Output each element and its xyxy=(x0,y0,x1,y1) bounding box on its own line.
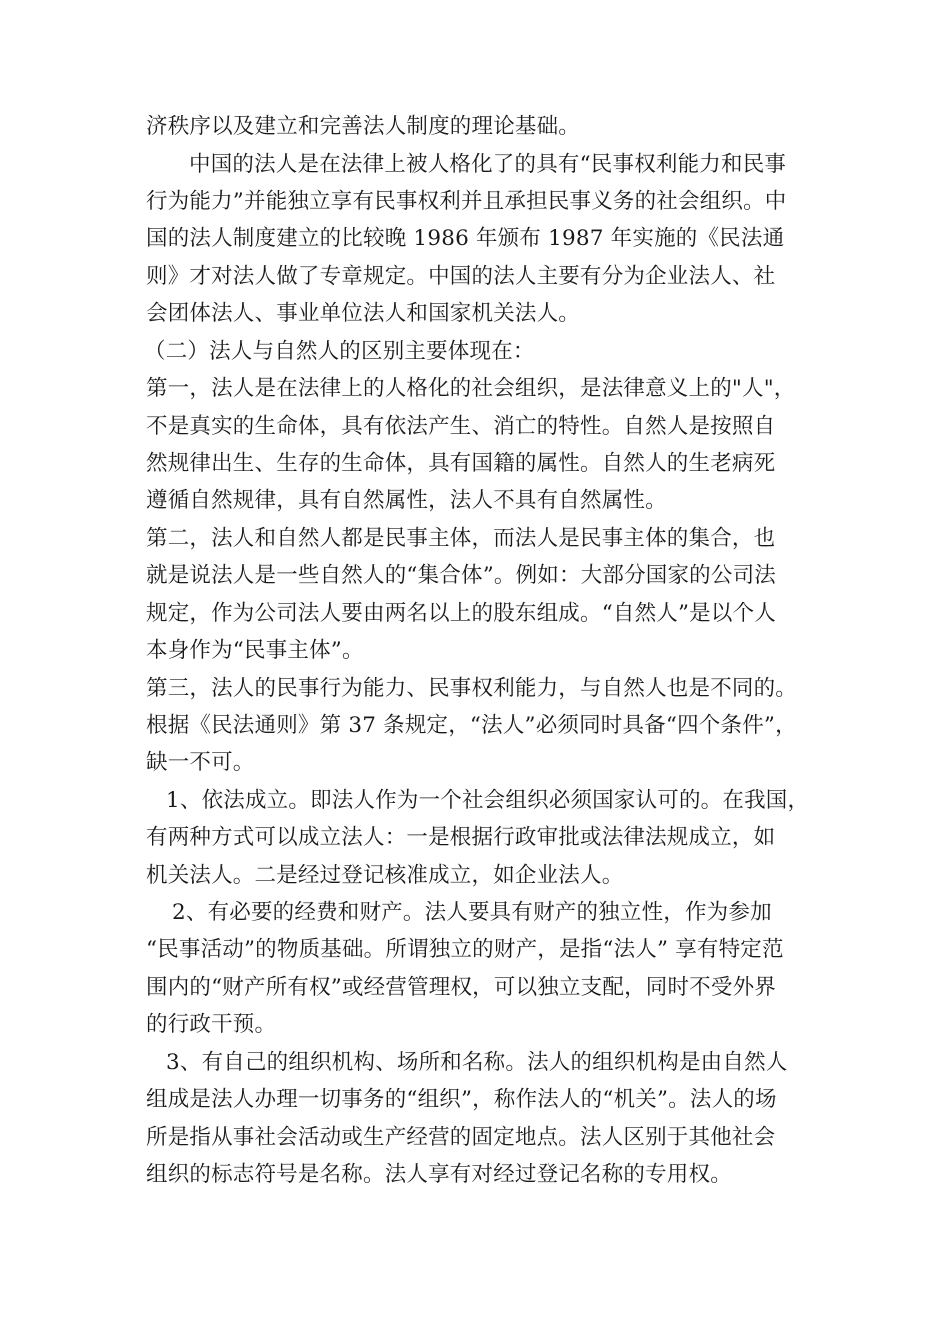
text-line: 所是指从事社会活动或生产经营的固定地点。法人区别于其他社会 xyxy=(146,1125,776,1150)
text-line: 本身作为“民事主体”。 xyxy=(146,638,364,663)
text-line: 然规律出生、生存的生命体，具有国籍的属性。自然人的生老病死 xyxy=(146,451,776,476)
section-heading: （二）法人与自然人的区别主要体现在： xyxy=(144,339,535,364)
list-item: 3、有自己的组织机构、场所和名称。法人的组织机构是由自然人 xyxy=(166,1050,788,1075)
text-line: 规定，作为公司法人要由两名以上的股东组成。“自然人”是以个人 xyxy=(146,601,776,626)
text-line: 根据《民法通则》第 37 条规定，“法人”必须同时具备“四个条件”， xyxy=(146,713,797,738)
text-line: 国的法人制度建立的比较晚 1986 年颁布 1987 年实施的《民法通 xyxy=(146,226,785,251)
text-line: 机关法人。二是经过登记核准成立，如企业法人。 xyxy=(146,863,624,888)
text-line: 缺一不可。 xyxy=(146,750,255,775)
text-line: 围内的“财产所有权”或经营管理权，可以独立支配，同时不受外界 xyxy=(146,975,776,1000)
text-line: 就是说法人是一些自然人的“集合体”。例如：大部分国家的公司法 xyxy=(146,563,776,588)
list-item: 1、依法成立。即法人作为一个社会组织必须国家认可的。在我国， xyxy=(166,788,810,813)
text-line: 不是真实的生命体，具有依法产生、消亡的特性。自然人是按照自 xyxy=(146,414,776,439)
text-line: 的行政干预。 xyxy=(146,1012,277,1037)
text-line: 组成是法人办理一切事务的“组织”，称作法人的“机关”。法人的场 xyxy=(146,1087,777,1112)
text-line: 会团体法人、事业单位法人和国家机关法人。 xyxy=(146,301,581,326)
text-line: 中国的法人是在法律上被人格化了的具有“民事权利能力和民事 xyxy=(189,152,787,177)
text-line: 遵循自然规律，具有自然属性，法人不具有自然属性。 xyxy=(146,488,667,513)
list-item: 2、有必要的经费和财产。法人要具有财产的独立性，作为参加 xyxy=(172,900,772,925)
text-line: 有两种方式可以成立法人：一是根据行政审批或法律法规成立，如 xyxy=(146,825,776,850)
text-line: 第一，法人是在法律上的人格化的社会组织，是法律意义上的"人"， xyxy=(146,376,796,401)
text-line: 则》才对法人做了专章规定。中国的法人主要有分为企业法人、社 xyxy=(146,264,776,289)
text-line: 行为能力”并能独立享有民事权利并且承担民事义务的社会组织。中 xyxy=(146,189,787,214)
text-line: 组织的标志符号是名称。法人享有对经过登记名称的专用权。 xyxy=(146,1162,732,1187)
text-line: 济秩序以及建立和完善法人制度的理论基础。 xyxy=(146,114,581,139)
text-line: 第三，法人的民事行为能力、民事权利能力，与自然人也是不同的。 xyxy=(146,676,798,701)
text-line: 第二，法人和自然人都是民事主体，而法人是民事主体的集合，也 xyxy=(146,526,776,551)
text-line: “民事活动”的物质基础。所谓独立的财产，是指“法人” 享有特定范 xyxy=(146,937,784,962)
